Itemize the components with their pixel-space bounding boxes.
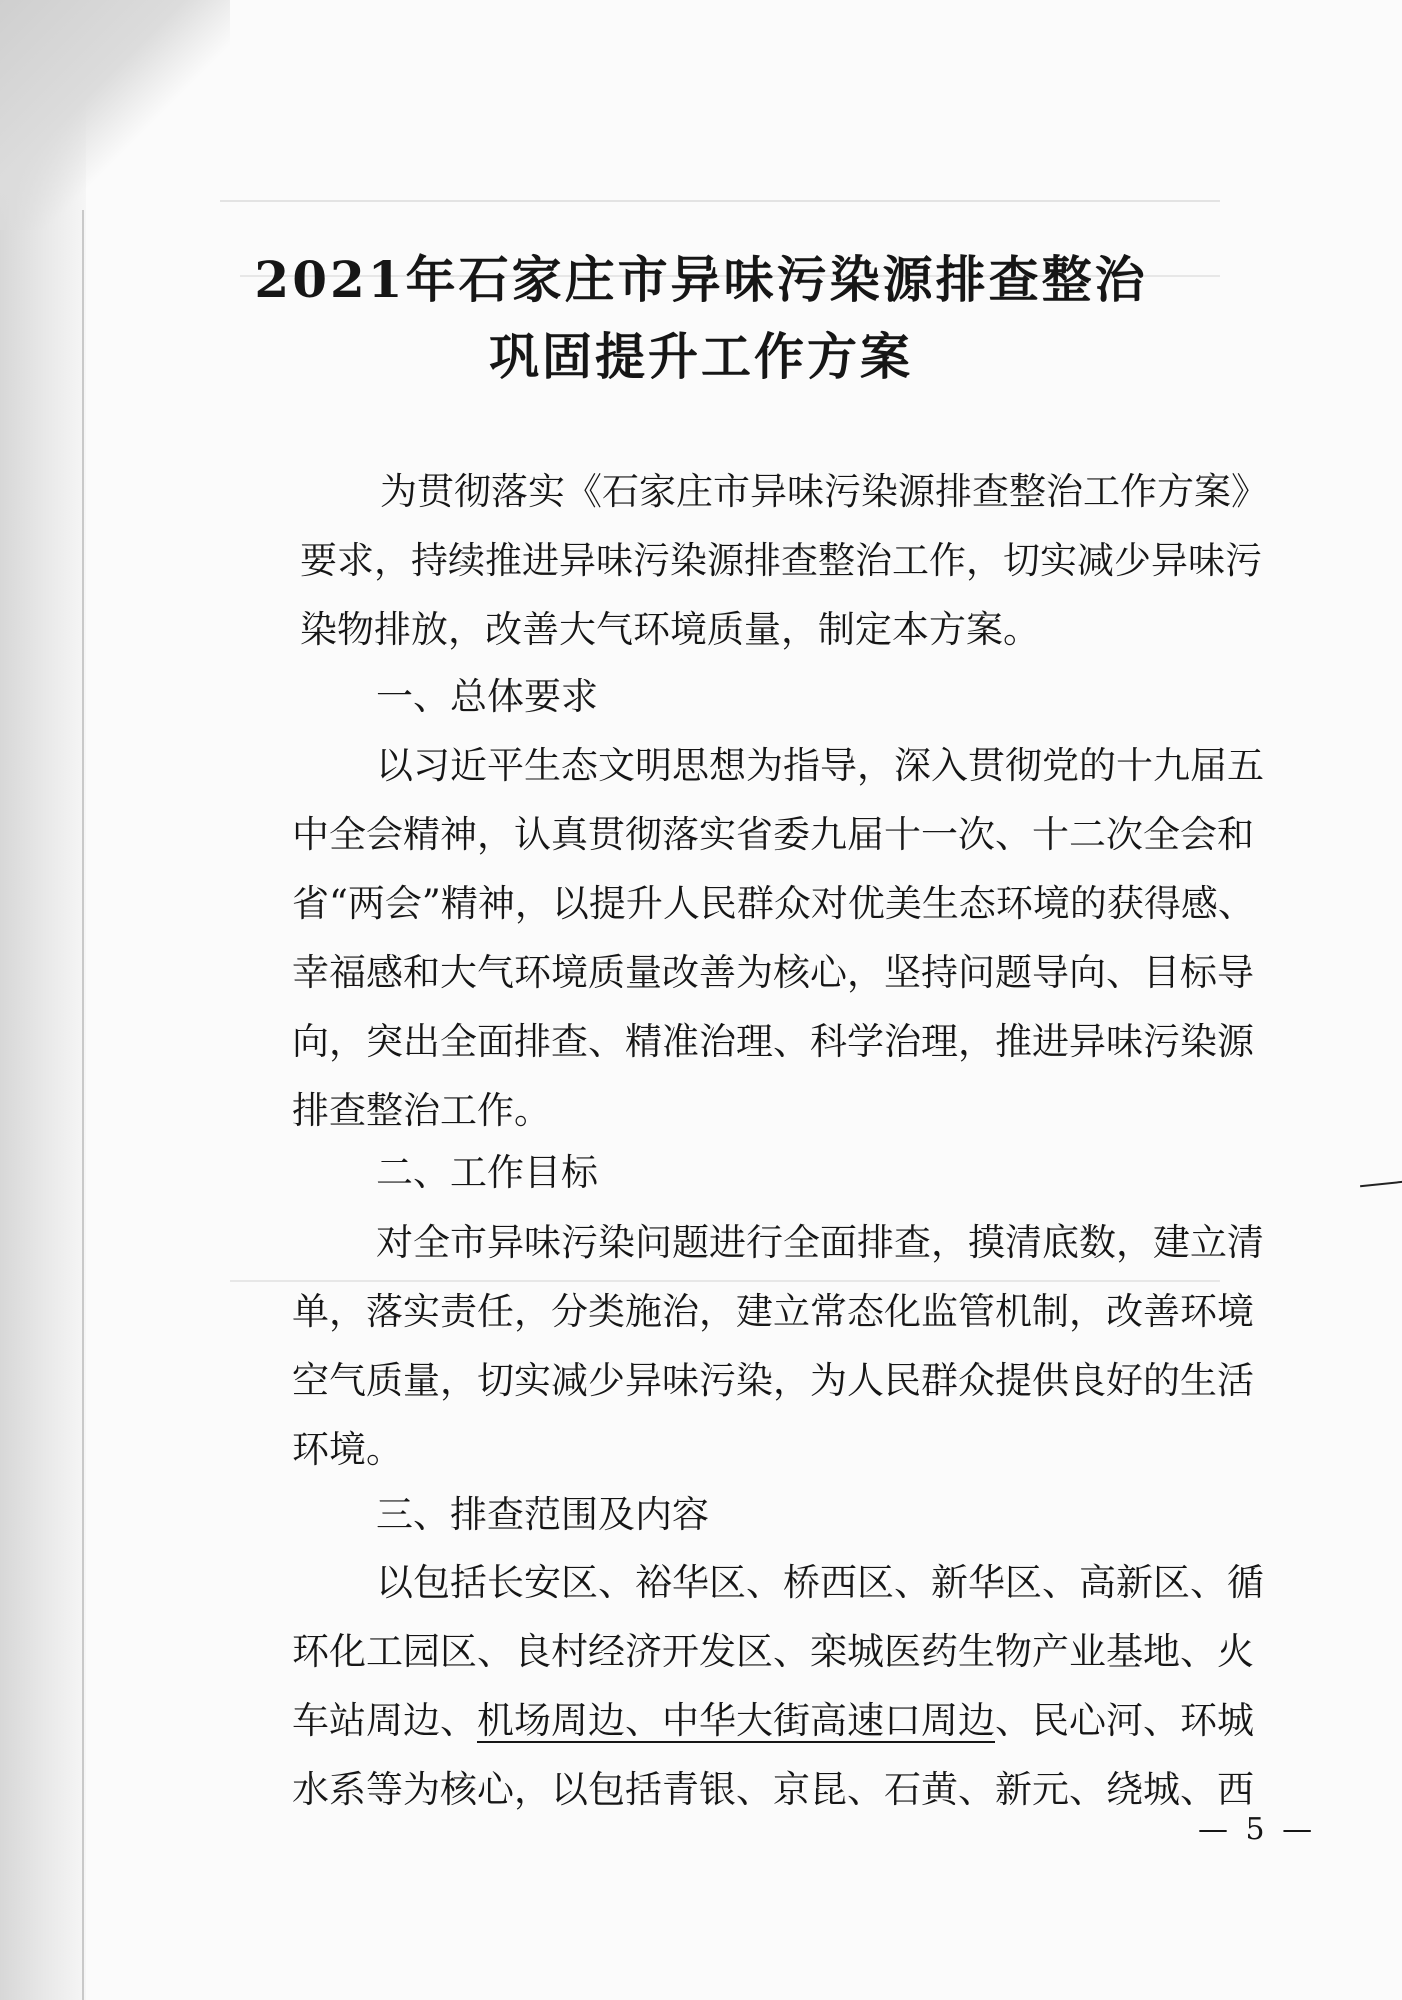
section-3-paragraph-line: 环化工园区、良村经济开发区、栾城医药生物产业基地、火 xyxy=(292,1630,1254,1673)
intro-paragraph-line: 为贯彻落实《石家庄市异味污染源排查整治工作方案》 xyxy=(380,470,1268,513)
section-3-paragraph-line: 水系等为核心，以包括青银、京昆、石黄、新元、绕城、西 xyxy=(292,1768,1254,1811)
page-fold-line xyxy=(82,210,84,2000)
section-3-paragraph-line: 以包括长安区、裕华区、桥西区、新华区、高新区、循 xyxy=(376,1561,1264,1604)
pen-mark xyxy=(1360,1181,1402,1188)
section-heading-3: 三、排查范围及内容 xyxy=(376,1493,709,1536)
section-3-paragraph-line xyxy=(292,1696,1254,1746)
intro-paragraph-line: 要求，持续推进异味污染源排查整治工作，切实减少异味污 xyxy=(300,539,1262,582)
section-2-paragraph-line: 对全市异味污染问题进行全面排查，摸清底数，建立清 xyxy=(376,1221,1264,1264)
document-title-line-2: 巩固提升工作方案 xyxy=(489,327,913,386)
section-heading-1: 一、总体要求 xyxy=(376,675,598,718)
section-heading-2: 二、工作目标 xyxy=(376,1151,598,1194)
section-1-paragraph-line: 向，突出全面排查、精准治理、科学治理，推进异味污染源 xyxy=(292,1020,1254,1063)
section-2-paragraph-line: 空气质量，切实减少异味污染，为人民群众提供良好的生活 xyxy=(292,1359,1254,1402)
text-segment: 、民心河、环城 xyxy=(995,1699,1254,1742)
section-2-paragraph-line: 单，落实责任，分类施治，建立常态化监管机制，改善环境 xyxy=(292,1290,1254,1333)
intro-paragraph-line: 染物排放，改善大气环境质量，制定本方案。 xyxy=(300,608,1040,651)
page-fold-corner xyxy=(0,0,230,230)
section-1-paragraph-line: 排查整治工作。 xyxy=(292,1089,551,1132)
section-2-paragraph-line: 环境。 xyxy=(292,1428,403,1471)
section-1-paragraph-line: 中全会精神，认真贯彻落实省委九届十一次、十二次全会和 xyxy=(292,813,1254,856)
text-segment: 车站周边、 xyxy=(292,1699,477,1742)
bleed-through-mark xyxy=(230,1280,1220,1282)
section-1-paragraph-line: 幸福感和大气环境质量改善为核心，坚持问题导向、目标导 xyxy=(292,951,1254,994)
bleed-through-mark xyxy=(220,200,1220,202)
page-number: — 5 — xyxy=(1198,1812,1317,1847)
document-title-line-1: 2021年石家庄市异味污染源排查整治 xyxy=(254,250,1148,309)
underlined-text-segment: 机场周边、中华大街高速口周边 xyxy=(477,1699,995,1742)
section-1-paragraph-line: 以习近平生态文明思想为指导，深入贯彻党的十九届五 xyxy=(376,744,1264,787)
section-1-paragraph-line: 省“两会”精神，以提升人民群众对优美生态环境的获得感、 xyxy=(292,882,1255,925)
